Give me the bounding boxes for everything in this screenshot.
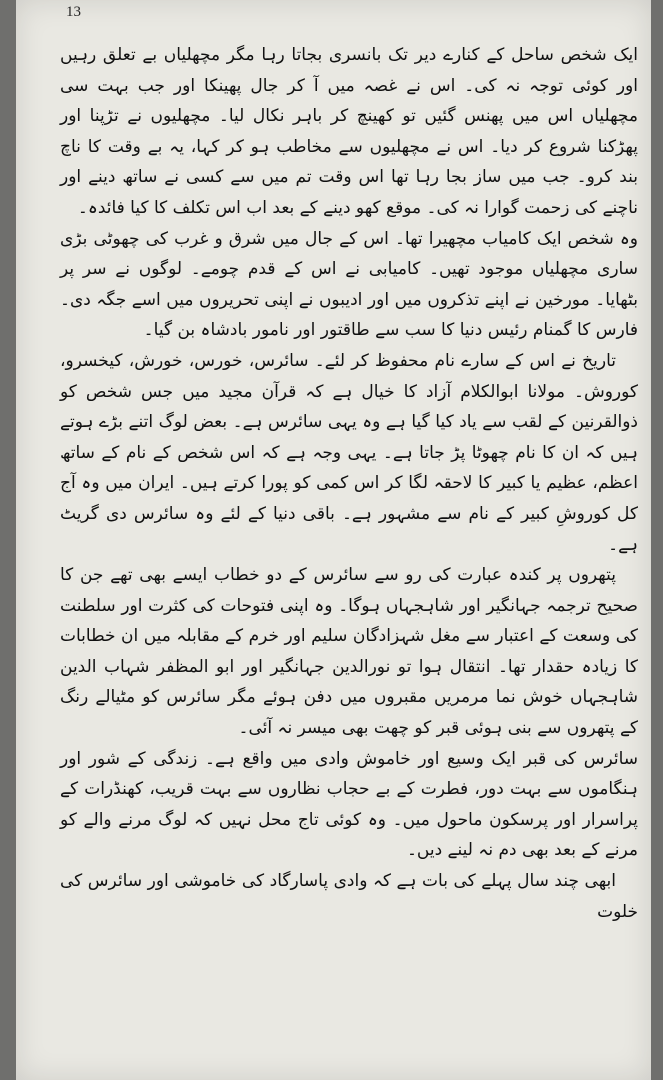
page-body bbox=[60, 40, 638, 927]
page-number: 13 bbox=[66, 4, 81, 20]
paragraph: تاریخ نے اس کے سارے نام محفوظ کر لئے۔ سائرس، خورس، خورش، کیخسرو، کوروش۔ مولانا ابوالکلام آزاد کا خیال ہے کہ قرآن مجید میں جس شخص کو ذوالقرنین کے لقب سے یاد کیا گیا ہے وہ یہی سائرس ہے۔ بعض لوگ اتنے بڑے ہوتے ہیں کہ ان کا نام چھوٹا پڑ جاتا ہے۔ یہی وجہ ہے کہ اس شخص کے نام کے ساتھ اعظم، عظیم یا کبیر کا لاحقہ لگا کر اس کمی کو پورا کرتے ہیں۔ ایران میں وہ آج کل کوروشِ کبیر کے نام سے مشہور ہے۔ باقی دنیا کے لئے وہ سائرس دی گریٹ ہے۔ bbox=[60, 350, 638, 555]
paragraph: ابھی چند سال پہلے کی بات ہے کہ وادی پاسارگاد کی خاموشی اور سائرس کی خلوت bbox=[60, 871, 638, 922]
paragraph: وہ شخص ایک کامیاب مچھیرا تھا۔ اس کے جال میں شرق و غرب کی چھوٹی بڑی ساری مچھلیاں موجود تھیں۔ کامیابی نے اس کے قدم چومے۔ لوگوں نے سر پر بٹھایا۔ مورخین نے اپنے تذکروں میں اور ادیبوں نے اپنی تحریروں میں اسے جگہ دی۔ فارس کا گمنام رئیس دنیا کا سب سے طاقتور اور نامور بادشاہ بن گیا۔ bbox=[60, 228, 638, 341]
paragraph: سائرس کی قبر ایک وسیع اور خاموش وادی میں واقع ہے۔ زندگی کے شور اور ہنگاموں سے بہت دور، فطرت کے بے حجاب نظاروں سے بہت قریب، کھنڈرات کے پراسرار اور پرسکون ماحول میں۔ وہ کوئی تاج محل نہیں کہ لوگ مرنے والے کو مرنے کے بعد بھی دم نہ لینے دیں۔ bbox=[60, 748, 638, 861]
paragraph: ایک شخص ساحل کے کنارے دیر تک بانسری بجاتا رہا مگر مچھلیاں بے تعلق رہیں اور کوئی توجہ نہ کی۔ اس نے غصہ میں آ کر جال پھینکا اور جب بہت سی مچھلیاں اس میں پھنس گئیں تو کھینچ کر باہر نکال لیا۔ مچھلیوں نے تڑپنا اور پھڑکنا شروع کر دیا۔ اس نے مچھلیوں سے مخاطب ہو کر کہا، یہ بے وقت کا ناچ بند کرو۔ جب میں ساز بجا رہا تھا اس وقت تم میں سے کسی نے ساتھ دینے اور ناچنے کی زحمت گوارا نہ کی۔ موقع کھو دینے کے بعد اب اس تکلف کا کیا فائدہ۔ bbox=[60, 45, 638, 218]
paragraph: پتھروں پر کندہ عبارت کی رو سے سائرس کے دو خطاب ایسے بھی تھے جن کا صحیح ترجمہ جہانگیر اور شاہجہاں ہوگا۔ وہ اپنی فتوحات کی کثرت اور سلطنت کی وسعت کے اعتبار سے مغل شہزادگان سلیم اور خرم کے مقابلہ میں ان خطابات کا زیادہ حقدار تھا۔ انتقال ہوا تو نورالدین جہانگیر اور ابو المظفر شہاب الدین شاہجہاں خوش نما مرمریں مقبروں میں دفن ہوئے مگر سائرس کو مٹیالے رنگ کے پتھروں سے بنی ہوئی قبر کو چھت بھی میسر نہ آئی۔ bbox=[60, 565, 638, 739]
book-page bbox=[16, 0, 651, 1080]
